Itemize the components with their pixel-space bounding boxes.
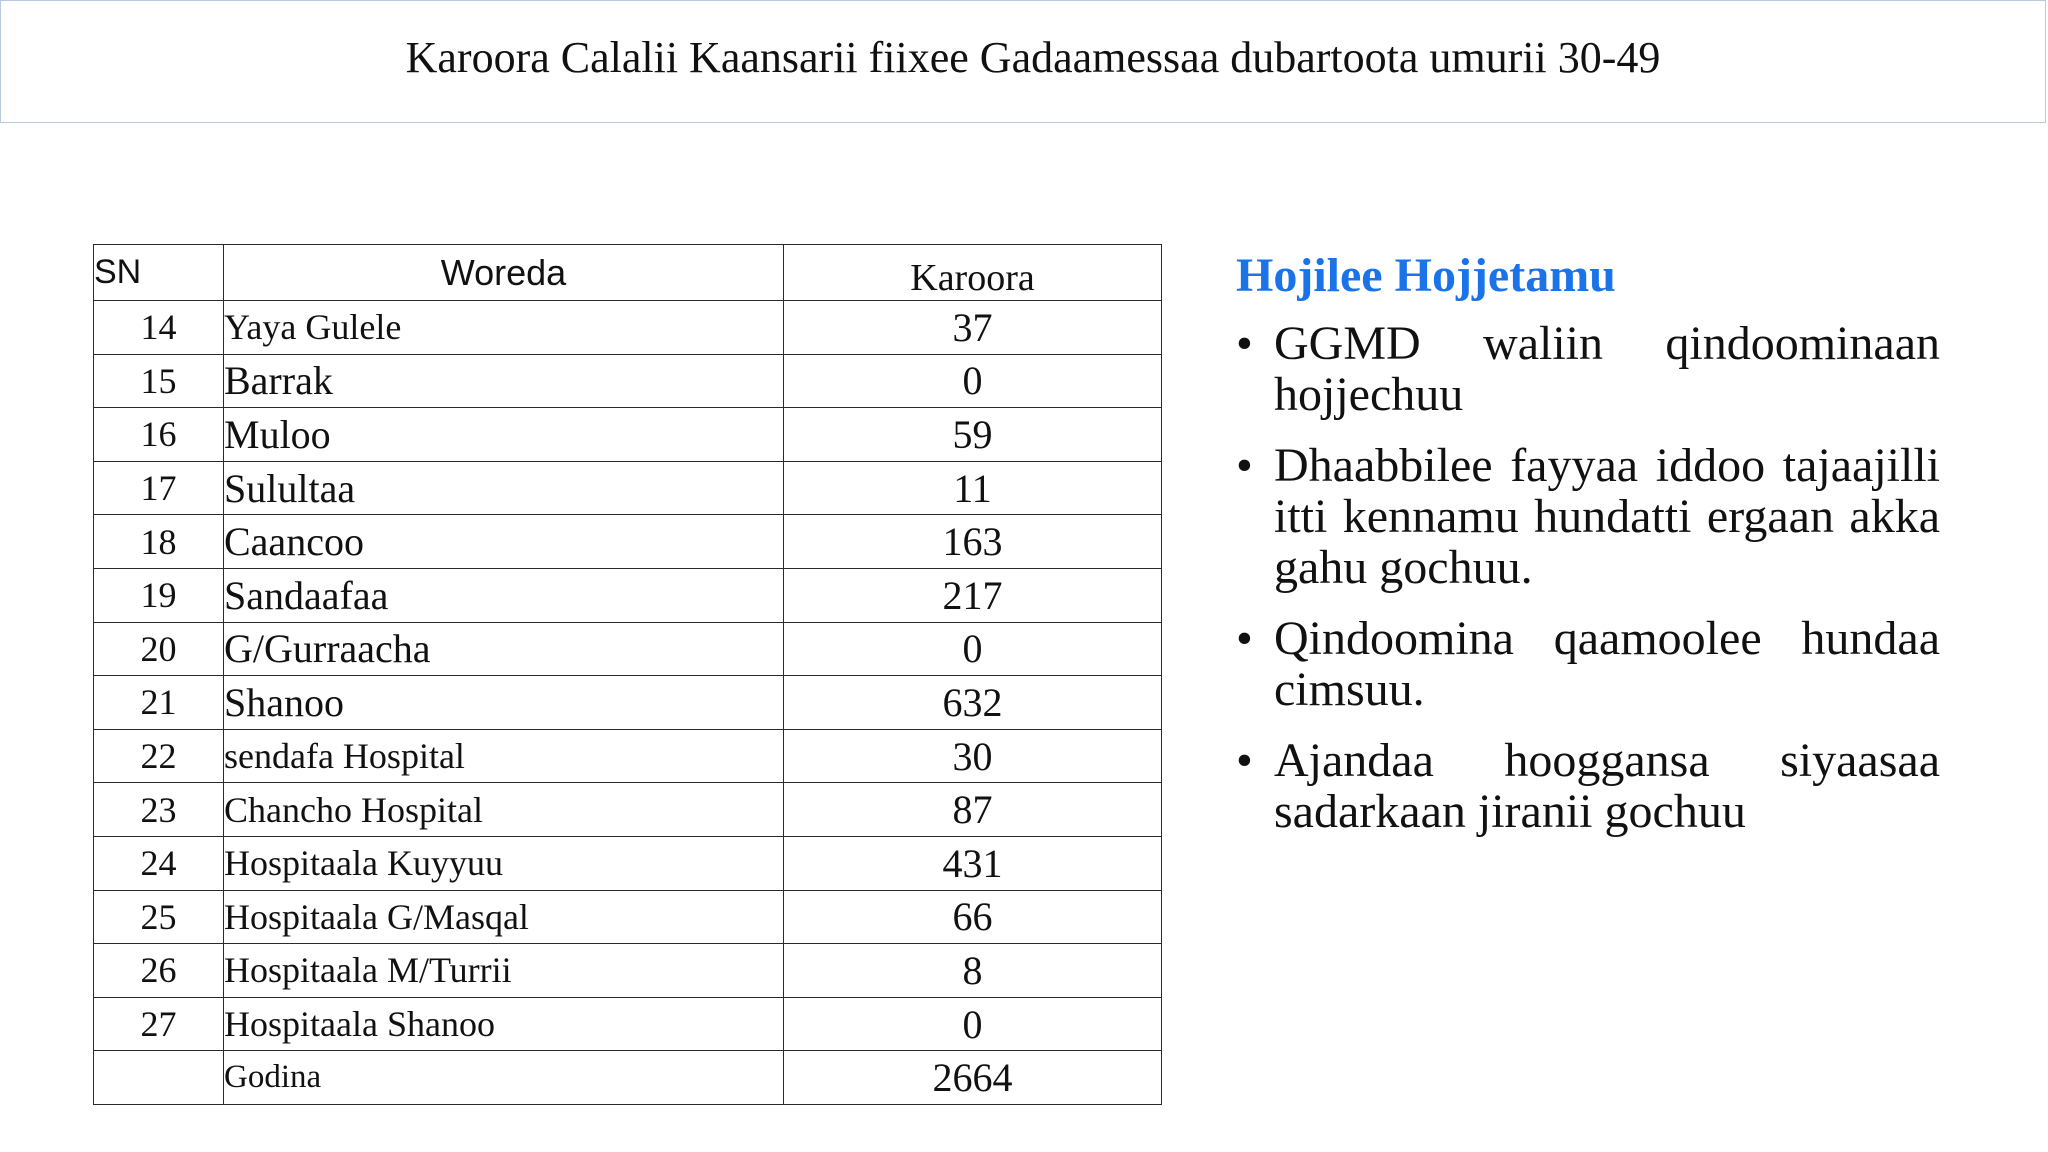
table-row — [94, 515, 1162, 569]
bullet-text: Ajandaa hooggansa siyaasaa sadarkaan jiranii gochuu — [1274, 734, 1940, 838]
cell-sn: 18 — [94, 515, 224, 569]
table-row — [94, 676, 1162, 730]
page-title: Karoora Calalii Kaansarii fiixee Gadaamessaa dubartoota umurii 30-49 — [405, 33, 1661, 82]
cell-sn: 19 — [94, 568, 224, 622]
cell-woreda: Caancoo — [224, 515, 784, 569]
cell-woreda: Hospitaala Shanoo — [224, 997, 784, 1051]
bullet-text: GGMD waliin qindoominaan hojjechuu — [1274, 317, 1940, 421]
table-total-row — [94, 1051, 1162, 1105]
table-row — [94, 729, 1162, 783]
bullet-list — [1236, 318, 1940, 837]
cell-karoora: 8 — [784, 944, 1162, 998]
header-karoora: Karoora — [784, 245, 1162, 301]
cell-sn: 16 — [94, 408, 224, 462]
cell-karoora: 163 — [784, 515, 1162, 569]
table-row — [94, 301, 1162, 355]
table-row — [94, 354, 1162, 408]
cell-karoora: 66 — [784, 890, 1162, 944]
table-row — [94, 944, 1162, 998]
list-item — [1236, 613, 1940, 715]
cell-karoora: 0 — [784, 622, 1162, 676]
cell-sn: 21 — [94, 676, 224, 730]
cell-karoora: 0 — [784, 997, 1162, 1051]
cell-woreda: Yaya Gulele — [224, 301, 784, 355]
list-item — [1236, 440, 1940, 593]
cell-sn: 15 — [94, 354, 224, 408]
table-row — [94, 622, 1162, 676]
cell-sn: 25 — [94, 890, 224, 944]
cell-woreda: Sandaafaa — [224, 568, 784, 622]
cell-woreda: Muloo — [224, 408, 784, 462]
list-item — [1236, 318, 1940, 420]
cell-woreda: Barrak — [224, 354, 784, 408]
cell-woreda: Shanoo — [224, 676, 784, 730]
karoora-table — [93, 244, 1162, 1105]
title-bar — [0, 0, 2046, 123]
cell-sn: 26 — [94, 944, 224, 998]
cell-sn: 27 — [94, 997, 224, 1051]
bullet-icon: • — [1236, 439, 1253, 492]
cell-woreda: Sulultaa — [224, 461, 784, 515]
header-sn: SN — [94, 245, 224, 301]
cell-sn: 23 — [94, 783, 224, 837]
table-row — [94, 997, 1162, 1051]
cell-karoora: 431 — [784, 836, 1162, 890]
cell-karoora: 59 — [784, 408, 1162, 462]
panel-heading: Hojilee Hojjetamu — [1236, 249, 1616, 302]
bullet-text: Dhaabbilee fayyaa iddoo tajaajilli itti kennamu hundatti ergaan akka gahu gochuu. — [1274, 439, 1940, 594]
table-row — [94, 890, 1162, 944]
table-row — [94, 568, 1162, 622]
table-row — [94, 836, 1162, 890]
cell-karoora: 37 — [784, 301, 1162, 355]
cell-sn — [94, 1051, 224, 1105]
header-woreda: Woreda — [224, 245, 784, 301]
cell-karoora: 11 — [784, 461, 1162, 515]
cell-sn: 20 — [94, 622, 224, 676]
cell-karoora: 0 — [784, 354, 1162, 408]
table-row — [94, 461, 1162, 515]
cell-woreda: Godina — [224, 1051, 784, 1105]
cell-sn: 24 — [94, 836, 224, 890]
table-row — [94, 783, 1162, 837]
cell-woreda: Chancho Hospital — [224, 783, 784, 837]
cell-karoora: 30 — [784, 729, 1162, 783]
cell-woreda: Hospitaala M/Turrii — [224, 944, 784, 998]
cell-woreda: Hospitaala Kuyyuu — [224, 836, 784, 890]
bullet-icon: • — [1236, 612, 1253, 665]
cell-sn: 22 — [94, 729, 224, 783]
tasks-panel — [1236, 248, 1940, 857]
bullet-text: Qindoomina qaamoolee hundaa cimsuu. — [1274, 612, 1940, 716]
cell-woreda: sendafa Hospital — [224, 729, 784, 783]
cell-sn: 17 — [94, 461, 224, 515]
cell-woreda: Hospitaala G/Masqal — [224, 890, 784, 944]
bullet-icon: • — [1236, 317, 1253, 370]
bullet-icon: • — [1236, 734, 1253, 787]
cell-karoora: 87 — [784, 783, 1162, 837]
cell-karoora: 217 — [784, 568, 1162, 622]
table-row — [94, 408, 1162, 462]
cell-woreda: G/Gurraacha — [224, 622, 784, 676]
table-header-row — [94, 245, 1162, 301]
cell-sn: 14 — [94, 301, 224, 355]
cell-karoora: 2664 — [784, 1051, 1162, 1105]
list-item — [1236, 735, 1940, 837]
cell-karoora: 632 — [784, 676, 1162, 730]
